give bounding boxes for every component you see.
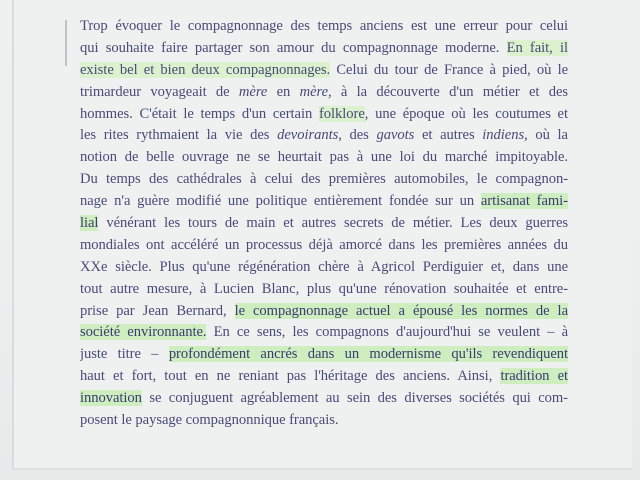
- highlighted-text: société environnante.: [80, 324, 207, 341]
- italic-text: indiens: [482, 127, 525, 144]
- body-text: [80, 16, 568, 432]
- highlighted-text: le compagnonnage actuel a épousé les normes de la: [234, 302, 568, 319]
- text-line: juste titre – profondément ancrés dans un modernisme qu'ils revendiquent: [80, 346, 568, 363]
- text-line: les rites rythmaient la vie des devoirants, des gavots et autres indiens, où la: [80, 127, 568, 144]
- italic-text: mère,: [299, 83, 332, 100]
- text-line: tout autre mesure, à Lucien Blanc, plus qu'une rénovation souhaitée et entre-: [80, 280, 568, 297]
- text-line: hommes. C'était le temps d'un certain folklore, une époque où les coutumes et: [80, 105, 568, 122]
- highlighted-text: existe bel et bien deux compagnonnages.: [80, 61, 331, 78]
- highlighted-text: tradition et: [500, 368, 568, 385]
- highlighted-text: En fait, il: [506, 39, 568, 56]
- text-line: Trop évoquer le compagnonnage des temps anciens est une erreur pour celui: [80, 18, 568, 34]
- text-line: mondiales ont accéléré un processus déjà amorcé dans les premières années du: [80, 236, 568, 253]
- text-line: existe bel et bien deux compagnonnages. Celui du tour de France à pied, où le: [80, 61, 568, 78]
- italic-text: gavots: [376, 127, 415, 144]
- text-line: société environnante. En ce sens, les compagnons d'aujourd'hui se veulent – à: [80, 324, 568, 341]
- text-line: posent le paysage compagnonnique français.: [80, 412, 339, 429]
- text-line: nage n'a guère modifié une politique entièrement fondée sur un artisanat fami-: [80, 193, 568, 210]
- text-line: XXe siècle. Plus qu'une régénération chère à Agricol Perdiguier et, dans une: [80, 258, 568, 275]
- text-line: Du temps des cathédrales à celui des premières automobiles, le compagnon-: [80, 171, 568, 188]
- italic-text: mère: [238, 83, 268, 100]
- highlighted-text: profondément ancrés dans un modernisme qu'ils revendiquent: [168, 346, 568, 363]
- text-line: qui souhaite faire partager son amour du compagnonnage moderne. En fait, il: [80, 39, 568, 56]
- highlighted-text: innovation: [80, 390, 142, 407]
- text-line: notion de belle ouvrage ne se heurtait pas à une loi du marché impitoyable.: [80, 149, 568, 166]
- text-line: prise par Jean Bernard, le compagnonnage actuel a épousé les normes de la: [80, 302, 568, 319]
- highlighted-text: artisanat fami-: [480, 193, 568, 210]
- italic-text: devoirants: [277, 127, 339, 144]
- highlighted-text: lial: [80, 215, 99, 232]
- highlighted-text: folklore: [318, 105, 365, 122]
- text-line: lial vénérant les tours de main et autres secrets de métier. Les deux guerres: [80, 215, 568, 232]
- text-line: innovation se conjuguent agréablement au sein des diverses sociétés qui com-: [80, 390, 568, 407]
- margin-mark: [65, 20, 67, 66]
- text-line: trimardeur voyageait de mère en mère, à la découverte d'un métier et des: [80, 83, 568, 100]
- text-line: haut et fort, tout en ne reniant pas l'héritage des anciens. Ainsi, tradition et: [80, 368, 568, 385]
